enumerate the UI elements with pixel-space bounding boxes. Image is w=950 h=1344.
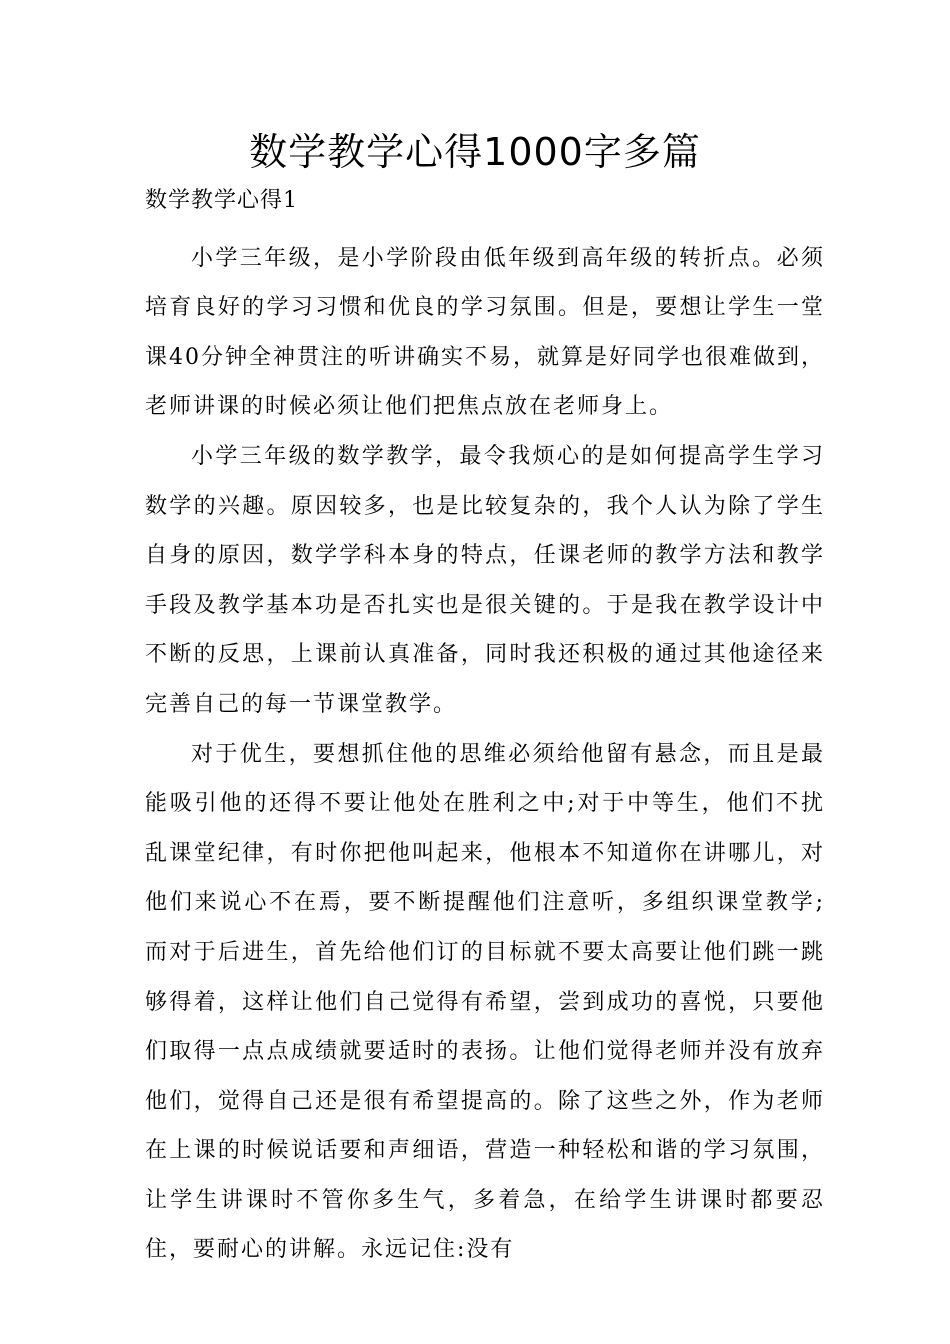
paragraph-3: 对于优生，要想抓住他的思维必须给他留有悬念，而且是最能吸引他的还得不要让他处在胜利之中;对于中等生，他们不扰乱课堂纪律，有时你把他叫起来，他根本不知道你在讲哪儿，对他们来说心不在焉，要不断提醒他们注意听，多组织课堂教学;而对于后进生，首先给他们订的目标就不要太高要让他们跳一跳够得着，这样让他们自己觉得有希望，尝到成功的喜悦，只要他们取得一点点成绩就要适时的表扬。让他们觉得老师并没有放弃他们，觉得自己还是很有希望提高的。除了这些之外，作为老师在上课的时候说话要和声细语，营造一种轻松和谐的学习氛围，让学生讲课时不管你多生气，多着急，在给学生讲课时都要忍住，要耐心的讲解。永远记住:没有 xyxy=(145,741,825,1263)
document-body xyxy=(145,184,825,1275)
document-title: 数学教学心得1000字多篇 xyxy=(249,130,701,174)
section-heading: 数学教学心得1 xyxy=(145,188,298,213)
paragraph-1: 小学三年级，是小学阶段由低年级到高年级的转折点。必须培育良好的学习习惯和优良的学习氛围。但是，要想让学生一堂课40分钟全神贯注的听讲确实不易，就算是好同学也很难做到，老师讲课的时候必须让他们把焦点放在老师身上。 xyxy=(145,245,825,420)
paragraph-2: 小学三年级的数学教学，最令我烦心的是如何提高学生学习数学的兴趣。原因较多，也是比较复杂的，我个人认为除了学生自身的原因，数学学科本身的特点，任课老师的教学方法和教学手段及教学基本功是否扎实也是很关键的。于是我在教学设计中不断的反思，上课前认真准备，同时我还积极的通过其他途径来完善自己的每一节课堂教学。 xyxy=(145,443,825,717)
